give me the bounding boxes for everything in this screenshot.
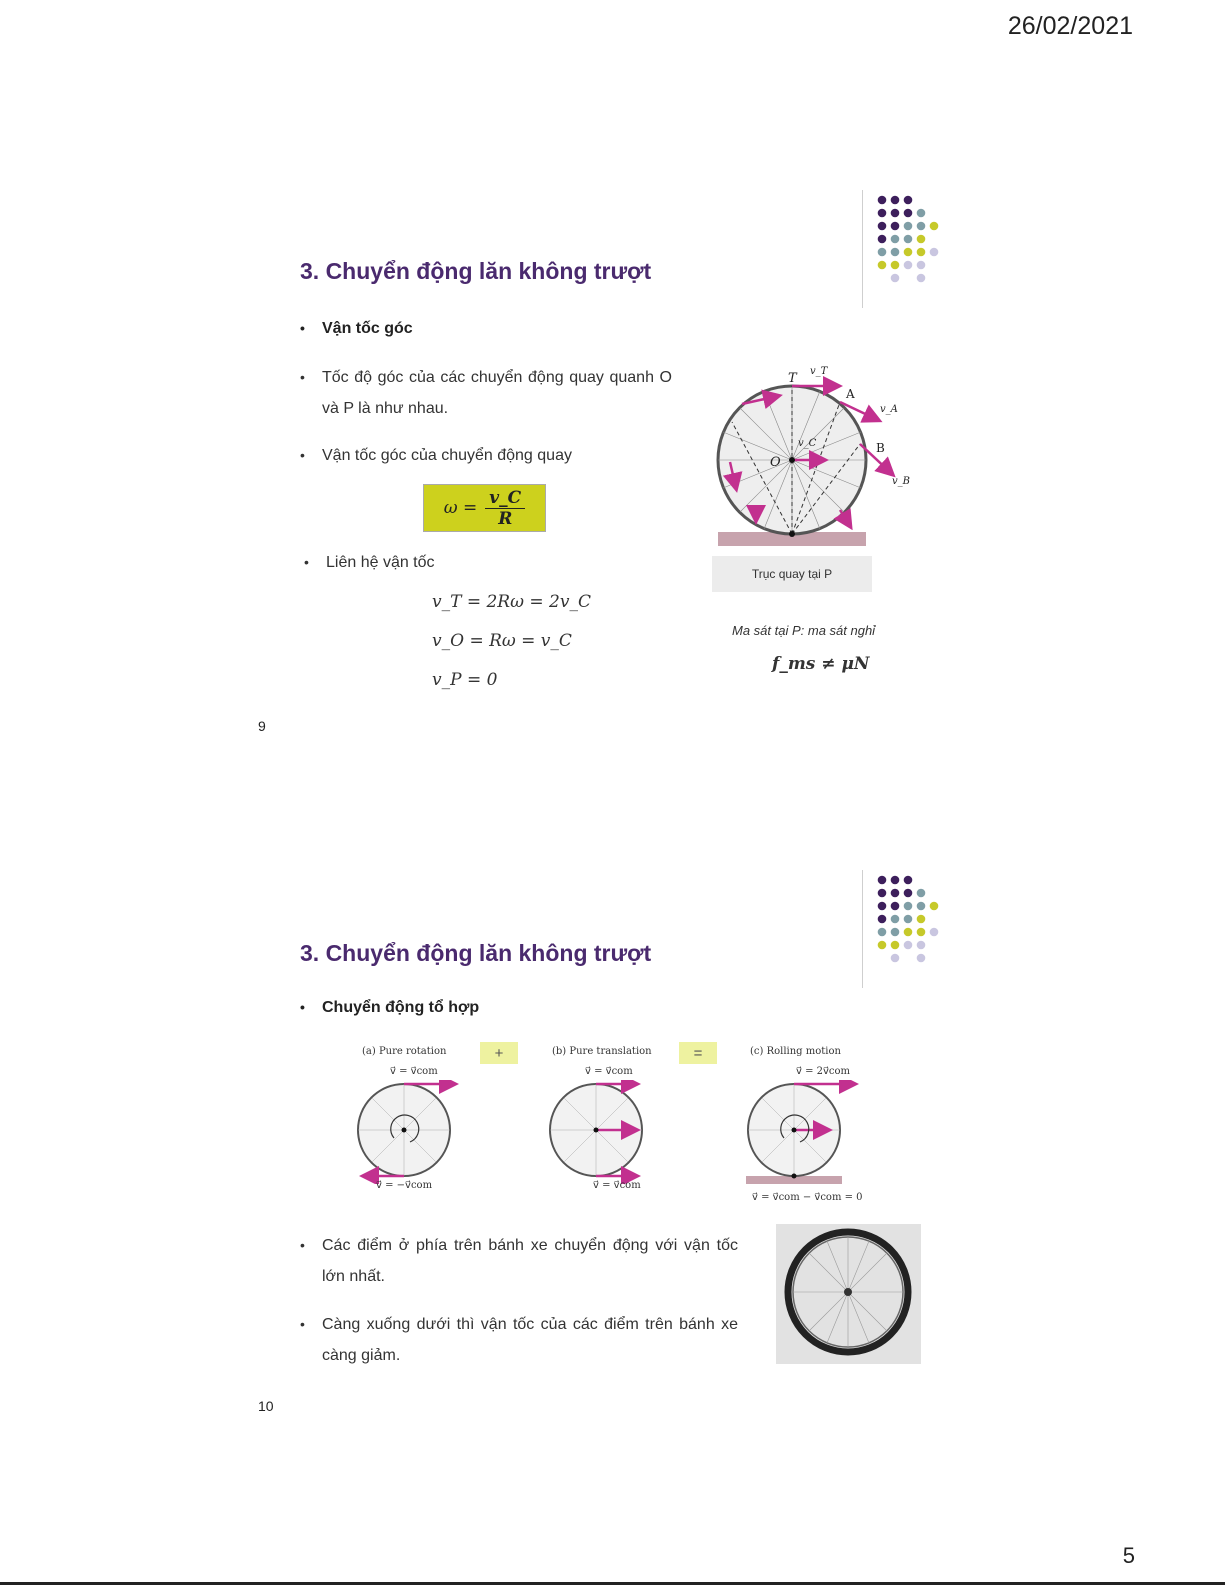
decorative-dot	[891, 954, 900, 963]
label-vB: v_B	[892, 476, 910, 487]
decorative-dot	[878, 261, 887, 270]
decorative-dot	[904, 928, 913, 937]
decorative-dot	[878, 941, 887, 950]
equation-vt: v_T = 2Rω = 2v_C	[432, 592, 591, 612]
decorative-dot	[891, 889, 900, 898]
wheel-b	[550, 1084, 642, 1176]
equation-vp: v_P = 0	[432, 670, 498, 690]
slide-9	[0, 0, 1225, 780]
equals-sign: =	[679, 1042, 717, 1064]
bullet-lower-points-slower: • Càng xuống dưới thì vận tốc của các điểm trên bánh xe càng giảm.	[322, 1309, 738, 1371]
decorative-dot	[917, 954, 926, 963]
document-date: 26/02/2021	[1007, 12, 1133, 40]
decorative-dot	[891, 876, 900, 885]
bullet-velocity-relation: • Liên hệ vận tốc	[326, 547, 435, 578]
wheel-a	[358, 1084, 454, 1176]
decorative-dot	[904, 876, 913, 885]
decorative-dot	[917, 248, 926, 257]
panel-b-bottom-velocity: v⃗ = v⃗com	[593, 1180, 641, 1191]
bullet-angular-velocity: • Vận tốc góc	[322, 313, 413, 344]
decorative-dot	[878, 222, 887, 231]
decorative-dot	[917, 274, 926, 283]
decorative-dot	[878, 902, 887, 911]
omega-formula	[423, 484, 546, 532]
decorative-dot	[878, 209, 887, 218]
axis-label: Trục quay tại P	[712, 556, 872, 592]
decorative-dot	[891, 235, 900, 244]
plus-sign: +	[480, 1042, 518, 1064]
decorative-dot	[891, 196, 900, 205]
decorative-dot	[904, 889, 913, 898]
decorative-dot	[904, 261, 913, 270]
panel-b-label: (b) Pure translation	[552, 1046, 652, 1057]
composite-motion-wheels	[350, 1080, 870, 1184]
decorative-dot	[891, 915, 900, 924]
label-vT: v_T	[810, 366, 828, 377]
decorative-dot	[917, 235, 926, 244]
formula-fraction	[485, 488, 525, 529]
friction-note: Ma sát tại P: ma sát nghỉ	[732, 623, 876, 638]
slide-title: 3. Chuyển động lăn không trượt	[300, 940, 652, 966]
title-divider	[862, 870, 863, 988]
decorative-dot	[878, 928, 887, 937]
panel-a-bottom-velocity: v⃗ = −v⃗com	[376, 1180, 433, 1191]
panel-b-top-velocity: v⃗ = v⃗com	[585, 1066, 633, 1077]
decorative-dot	[878, 196, 887, 205]
wheel-c	[746, 1084, 854, 1184]
decorative-dot	[904, 941, 913, 950]
decorative-dot	[878, 248, 887, 257]
slide-number-10: 10	[258, 1398, 274, 1414]
panel-c-bottom-velocity: v⃗ = v⃗com − v⃗com = 0	[752, 1192, 863, 1203]
decorative-dot	[904, 222, 913, 231]
decorative-dot	[904, 235, 913, 244]
decorative-dot	[917, 915, 926, 924]
decorative-dot	[904, 902, 913, 911]
label-A: A	[846, 387, 855, 401]
decorative-dot	[930, 248, 939, 257]
decorative-dots-icon	[868, 870, 948, 980]
equation-vo: v_O = Rω = v_C	[432, 631, 572, 651]
decorative-dot	[891, 261, 900, 270]
label-B: B	[876, 441, 885, 455]
rolling-wheel-figure	[700, 360, 920, 550]
label-vC: v_C	[798, 438, 817, 449]
label-T: T	[788, 371, 797, 386]
decorative-dot	[917, 902, 926, 911]
decorative-dot	[904, 196, 913, 205]
bullet-angular-velocity-rotation: • Vận tốc góc của chuyển động quay	[322, 440, 572, 471]
decorative-dot	[891, 928, 900, 937]
formula-numerator: v_C	[485, 488, 525, 509]
panel-c-top-velocity: v⃗ = 2v⃗com	[796, 1066, 851, 1077]
decorative-dot	[917, 222, 926, 231]
formula-lhs: ω =	[443, 498, 478, 518]
page-number: 5	[1122, 1543, 1135, 1568]
decorative-dot	[917, 928, 926, 937]
bullet-top-points-fastest: • Các điểm ở phía trên bánh xe chuyển động với vận tốc lớn nhất.	[322, 1230, 738, 1292]
decorative-dot	[891, 941, 900, 950]
decorative-dot	[891, 209, 900, 218]
decorative-dot	[878, 235, 887, 244]
decorative-dots-icon	[868, 190, 948, 300]
formula-denominator: R	[498, 508, 513, 529]
label-vA: v_A	[880, 404, 898, 415]
decorative-dot	[878, 915, 887, 924]
label-O: O	[770, 455, 781, 470]
decorative-dot	[904, 209, 913, 218]
decorative-dot	[930, 928, 939, 937]
decorative-dot	[891, 222, 900, 231]
panel-c-label: (c) Rolling motion	[750, 1046, 841, 1057]
panel-a-label: (a) Pure rotation	[362, 1046, 447, 1057]
decorative-dot	[917, 889, 926, 898]
bullet-same-angular-speed: • Tốc độ góc của các chuyển động quay quanh O và P là như nhau.	[322, 362, 672, 424]
decorative-dot	[930, 902, 939, 911]
slide-number-9: 9	[258, 718, 266, 734]
decorative-dot	[891, 274, 900, 283]
decorative-dot	[904, 915, 913, 924]
bullet-combined-motion: • Chuyển động tổ hợp	[322, 992, 479, 1023]
decorative-dot	[891, 248, 900, 257]
panel-a-top-velocity: v⃗ = v⃗com	[390, 1066, 438, 1077]
decorative-dot	[930, 222, 939, 231]
decorative-dot	[878, 889, 887, 898]
decorative-dot	[917, 941, 926, 950]
decorative-dot	[878, 876, 887, 885]
decorative-dot	[917, 261, 926, 270]
decorative-dot	[917, 209, 926, 218]
decorative-dot	[904, 248, 913, 257]
slide-title: 3. Chuyển động lăn không trượt	[300, 258, 652, 284]
title-divider	[862, 190, 863, 308]
decorative-dot	[891, 902, 900, 911]
friction-formula: f_ms ≠ μN	[772, 654, 870, 674]
blurred-wheel-photo	[776, 1224, 921, 1364]
